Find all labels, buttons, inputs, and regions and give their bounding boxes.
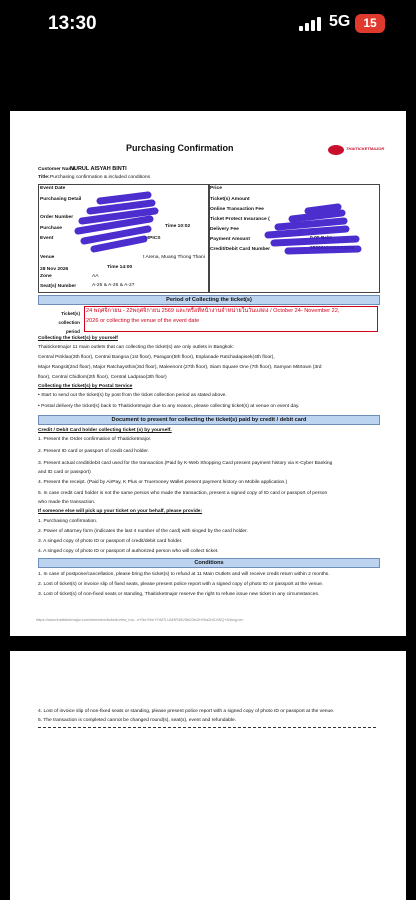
logo-text: THAITICKETMAJOR [346, 146, 385, 151]
document-header: Document to present for collecting the ticket(s) paid by credit / debit card [38, 415, 380, 425]
status-bar [0, 0, 416, 50]
purchase-time: Time 10:02 [165, 224, 191, 229]
document-page-1[interactable] [10, 111, 406, 636]
outlets-line-2: Major Rangsit(2nd floor), Major Ratchayothin(3rd floor), Maleenont (27th floor), Siam Square One (7th floor), Samyan Mitrtown (3rd [38, 365, 322, 370]
title-value: Purchasing confirmation & included conditions [50, 175, 151, 180]
payment-amount-label: Payment Amount [210, 237, 251, 242]
insurance-label: Ticket Protect Insurance ( [210, 217, 270, 222]
event-label: Event [40, 236, 54, 241]
redaction-scribble-left [70, 189, 190, 259]
card-item-2: 2. Present ID card or passport of credit card holder. [38, 449, 149, 454]
zone-label: Zone [40, 274, 52, 279]
event-date-value: 28 Nov 2026 [40, 267, 69, 272]
event-time: Time 14:00 [107, 265, 133, 270]
ticket-amount-label: Ticket(s) Amount [210, 197, 250, 202]
battery-level: 15 [363, 16, 377, 30]
purchasing-detail-label: Purchasing Detail [40, 197, 82, 202]
outlets-line-1: Central Pinklao(3th floor), Central Bangna (1st floor), Paragon(5th floor), Esplanade Ratchadapisek(4th floor), [38, 355, 275, 360]
seats-value: A-25 & A-26 & A-27 [92, 283, 135, 288]
delivery-fee-label: Delivery Fee [210, 227, 239, 232]
price-label: Price [210, 186, 222, 191]
order-number-label: Order Number [40, 215, 74, 220]
postal-line-2: • Postal delivery the ticket(s) back to Thaiticketmajor due to any reason, please collecting ticket(s) at venue on event day. [38, 404, 300, 409]
condition-2: 2. Lost of ticket(s) or invoice slip of fixed seats, please present police report with a signed copy of photo ID or passport at the venue. [38, 582, 324, 587]
behalf-item-4: 4. A singed copy of photo ID or passport of authorized person who will collect ticket. [38, 549, 219, 554]
redaction-scribble-right [238, 203, 368, 263]
postal-title: Collecting the ticket(s) by Postal Service [38, 384, 133, 389]
period-header: Period of Collecting the ticket(s) [38, 295, 380, 305]
venue-label: Venue [40, 255, 55, 260]
dashed-separator [38, 727, 376, 728]
thaiticketmajor-logo [328, 143, 386, 161]
postal-line-1: • Start to send out the ticket(s) by post from the ticket collection period as stated above. [38, 393, 227, 398]
document-page-2[interactable] [10, 651, 406, 900]
page-title: Purchasing Confirmation [126, 143, 234, 153]
zone-value: AA [92, 274, 99, 279]
collect-self-title: Collecting the ticket(s) by yourself [38, 336, 118, 341]
behalf-title: If someone else will pick up your ticket on your behalf, please provide: [38, 509, 203, 514]
card-item-4: 4. Present the receipt. (Paid by AirPay, K Plus or Truemoney Wallet present payment history on Mobile application.) [38, 480, 288, 485]
card-item-1: 1. Present the Order confirmation of Thaiticketmajor. [38, 437, 152, 442]
network-type: 5G [329, 13, 351, 30]
collection-period-text-2: 2026 or collecting the venue of the event date [86, 318, 200, 324]
card-item-5: 5. In case credit card holder is not the same person who made the transaction, present a signed copy of ID card or passport of person [38, 491, 328, 496]
card-item-3-cont: and ID card or passport) [38, 470, 91, 475]
payment-amount-value: 0.00 Baht [310, 236, 332, 241]
condition-4: 4. Lost of invoice slip of non-fixed seats or standing, please present police report with a signed copy of photo ID or passport at the venue. [38, 709, 335, 714]
card-item-3: 3. Present actual credit/debit card used for the transaction.(Paid by K-Web Shopping Card present payment history via K-Cyber Banking [38, 461, 333, 466]
clock: 13:30 [48, 13, 97, 34]
event-date-label: Event Date [40, 186, 66, 191]
outlets-intro: Thaiticketmajor 11 main outlets that can collecting the ticket(s) are only outlets in Bangkok: [38, 345, 234, 350]
card-number-value: 28609XXXXXX4939 [310, 246, 355, 251]
card-item-5-cont: who made the transaction. [38, 500, 96, 505]
title-label: Title: [38, 175, 50, 180]
card-number-label: Credit/Debit Card Number [210, 247, 271, 252]
venue-value: t Arena, Muang Thong Thani [143, 255, 205, 260]
behalf-item-1: 1. Purchasing confirmation. [38, 519, 98, 524]
purchase-label: Purchase [40, 226, 63, 231]
customer-name: NURUL AISYAH BINTI [70, 166, 127, 172]
page-url[interactable]: https://www.thaiticketmajor.com/members/tickets/view_ma...nYNs+Mz/YOM7LUM3R38V5bD3tcZH/0Ia2hDXWQ+8/lang=en [36, 618, 244, 622]
logo-badge-icon [328, 145, 344, 155]
behalf-item-2: 2. Power of attorney form (indicates the last 4 number of the card) with singed by the card holder. [38, 529, 248, 534]
customer-label: Customer Name [38, 167, 76, 172]
conditions-header: Conditions [38, 558, 380, 568]
signal-icon [299, 17, 323, 31]
battery-icon [355, 14, 385, 33]
transaction-fee-label: Online Transaction Fee [210, 207, 264, 212]
seats-label: Seat(s) Number [40, 284, 77, 289]
condition-3: 3. Lost of ticket(s) of non-fixed seats or standing, Thaiticketmajor reserve the right to refuse issue new ticket in any circumstances. [38, 592, 320, 597]
event-name-fragment: MPICS [145, 236, 161, 241]
card-holder-title: Credit / Debit Card holder collecting ticket (s) by yourself. [38, 428, 172, 433]
outlets-line-3: floor), Central Chidlom(2th floor), Central Ladprao(3th floor) [38, 375, 167, 380]
condition-5: 5. The transaction is completed cannot be changed round(s), seat(s), event and refundable. [38, 718, 237, 723]
condition-1: 1. In case of postpone/cancellation, please bring the ticket(s) to refund at 11 Main Outlets and will receive credit return within 2 months. [38, 572, 330, 577]
collection-period-label: Ticket(s) collection period [58, 311, 80, 334]
behalf-item-3: 3. A singed copy of photo ID or passport of credit/debit card holder. [38, 539, 183, 544]
collection-period-text-1: 24 พฤศจิกายน - 22พฤศจิกายน 2569 และ/หรือที่หน้างานจำหน่ายในวันแสดง / October 24- November 22, [86, 308, 340, 314]
